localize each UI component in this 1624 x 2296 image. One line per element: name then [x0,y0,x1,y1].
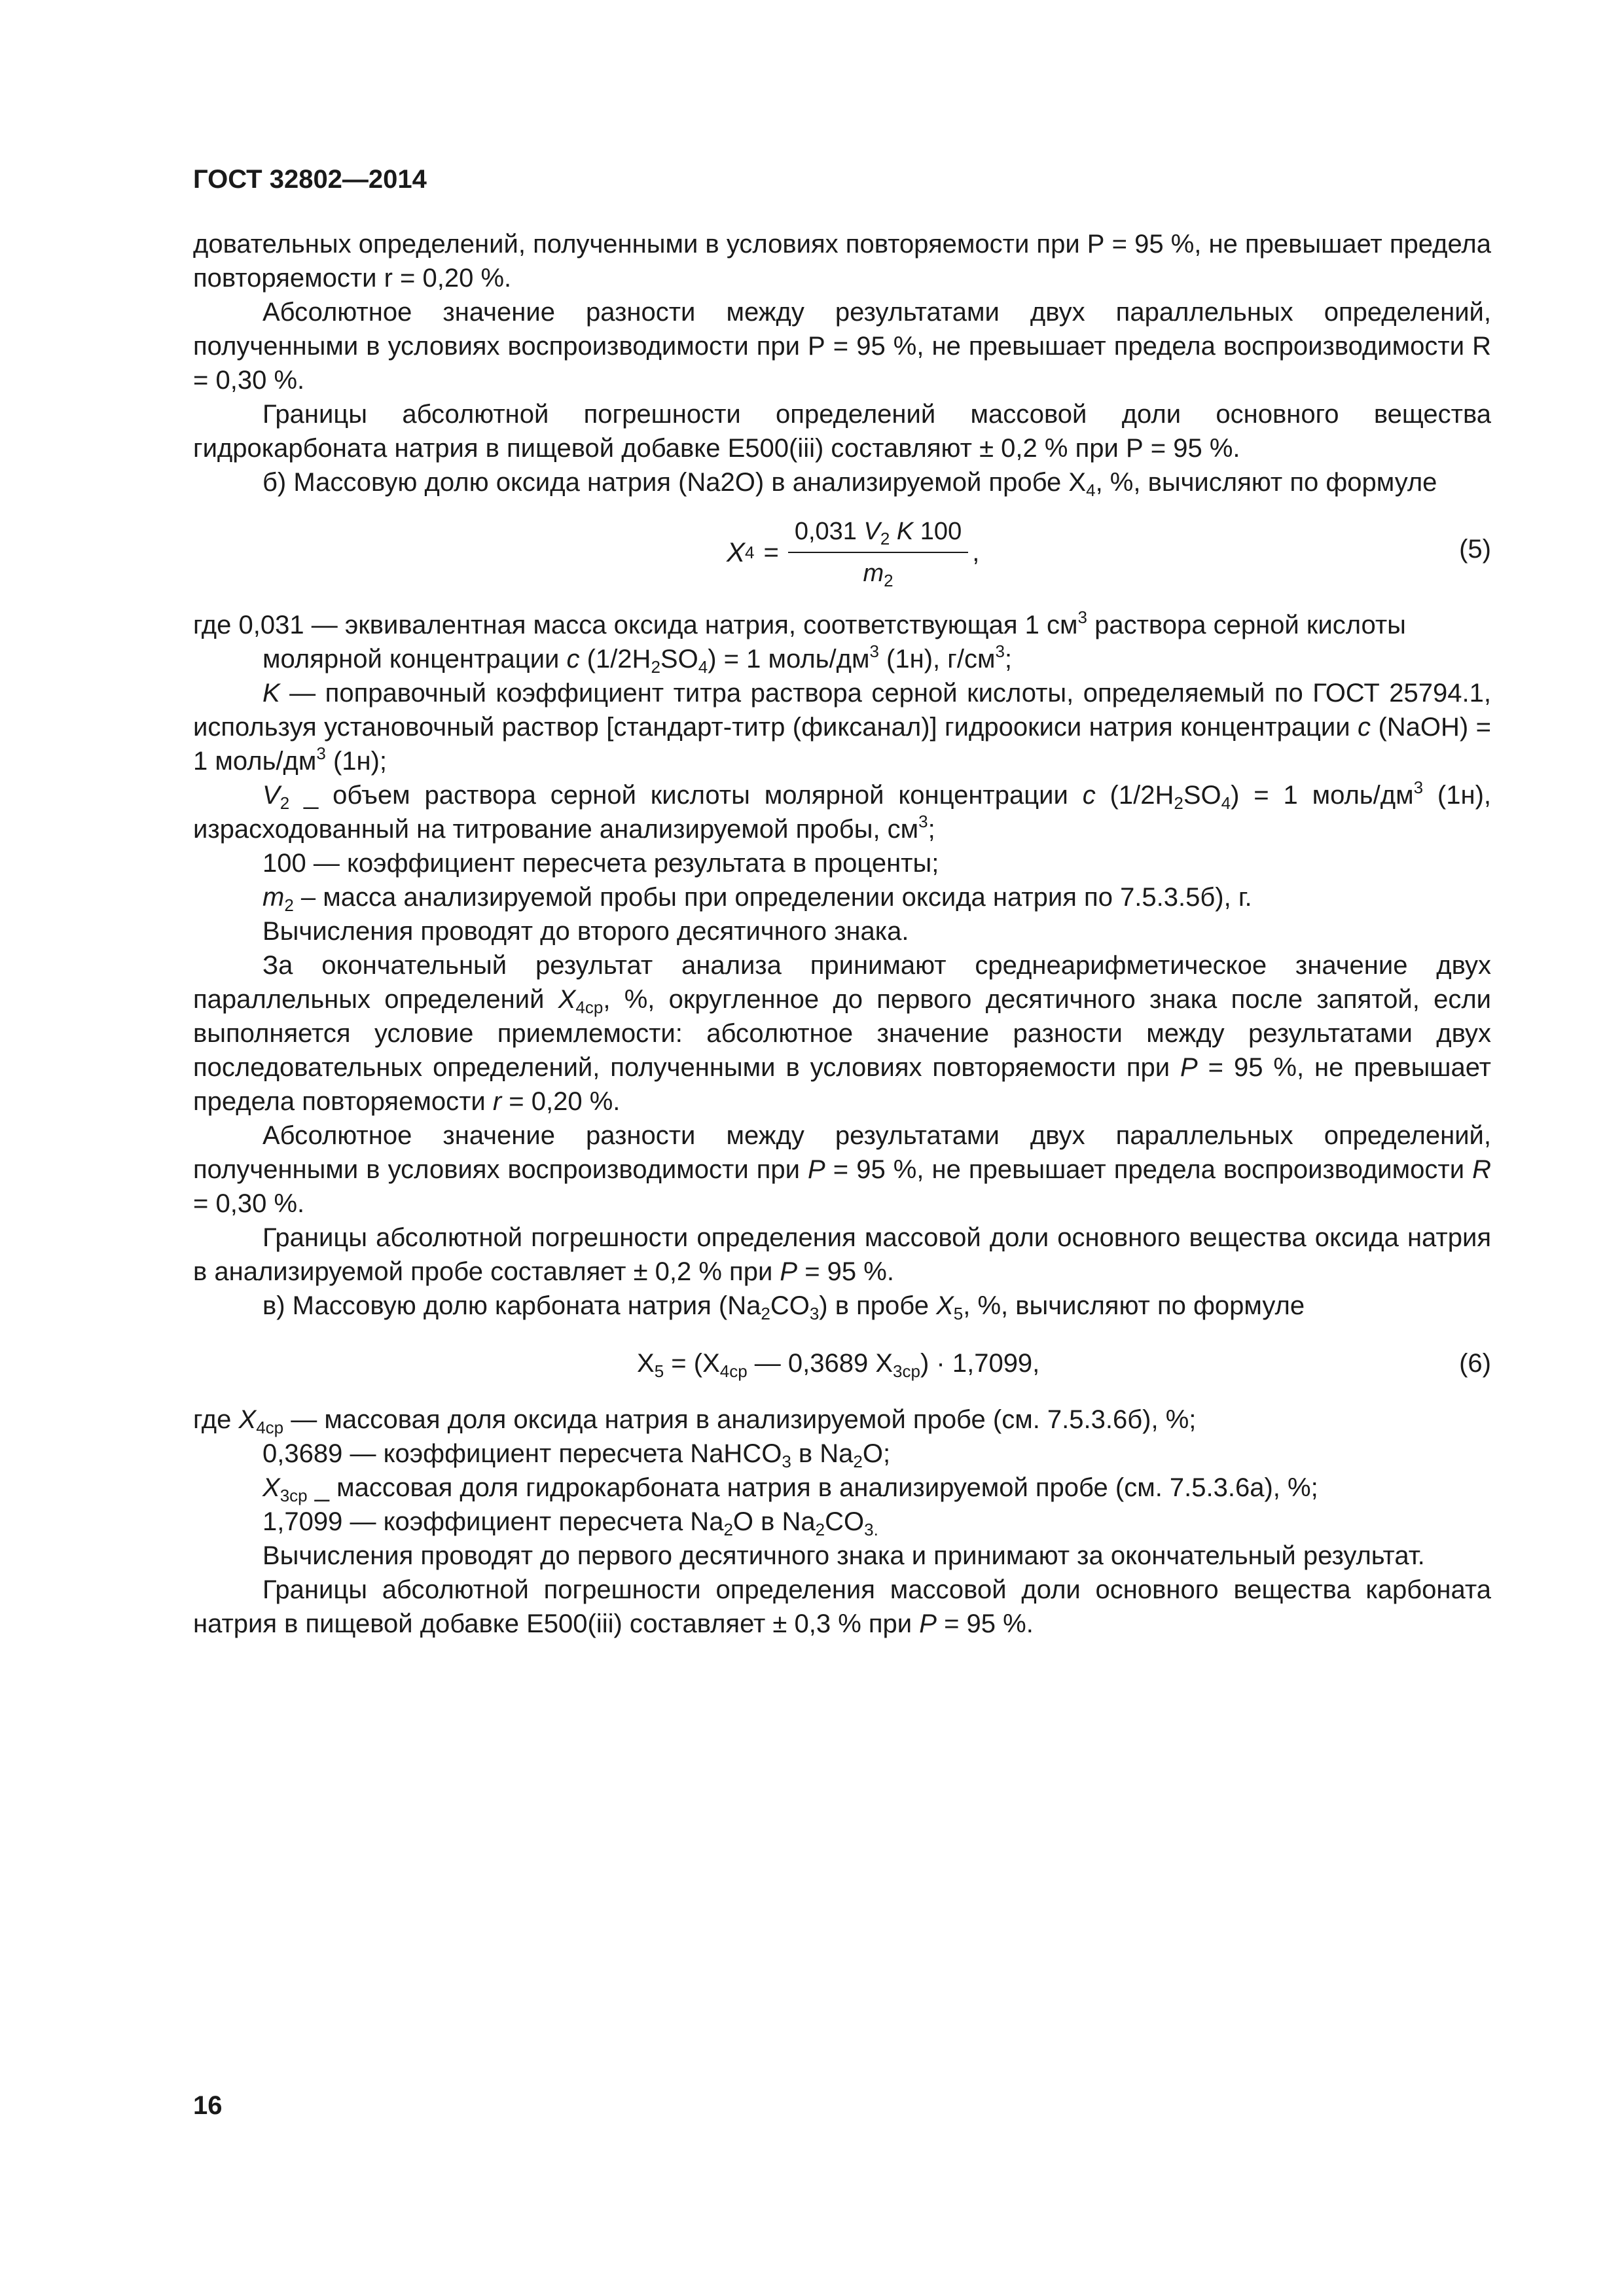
where-clause: 100 — коэффициент пересчета результата в проценты; [262,849,939,878]
paragraph: Абсолютное значение разности между результатами двух параллельных определений, полученными в условиях воспроизводимости при Р = 95 %, не превышает предела воспроизводимости R = 0,30 %. [193,298,1491,395]
paragraph: Границы абсолютной погрешности определения массовой доли основного вещества карбоната натрия в пищевой добавке Е500(iii) составляет ± 0,3 % при Р = 95 %. [193,1575,1491,1638]
where-clause: $V_2$ _ объем раствора серной кислоты молярной концентрации с $(1/2H_2SO_4) = 1$ моль/$дм^3$ (1н), израсходованный на титрование анализируемой пробы, $см^3$; [193,778,1492,844]
standard-header: ГОСТ 32802—2014 [193,165,427,194]
where-clause: молярной концентрации c $(1/2H_2SO_4) = 1$ моль/$дм^3$ (1н), $г/см^3$; [262,641,1013,677]
equation-number: (6) [1459,1349,1491,1378]
paragraph: Абсолютное значение разности между результатами двух параллельных определений, полученными в условиях воспроизводимости при Р = 95 %, не превышает предела воспроизводимости R = 0,30 %. [193,1121,1492,1218]
paragraph: Вычисления проводят до первого десятичного знака и принимают за окончательный результат. [262,1541,1425,1570]
where-clause: где 0,031 — эквивалентная масса оксида натрия, соответствующая 1 $см^3$ раствора серной кислоты [193,607,1406,639]
document-body [193,227,1491,1641]
paragraph: Границы абсолютной погрешности определения массовой доли основного вещества оксида натрия в анализируемой пробе составляет ± 0,2 % при Р = 95 %. [193,1223,1491,1286]
where-clause: $m_2$ – масса анализируемой пробы при определении оксида натрия по 7.5.3.5б), г. [262,883,1252,915]
where-clause: $X_{3ср}$ _ массовая доля гидрокарбоната натрия в анализируемой пробе (см. 7.5.3.6а), %; [262,1473,1318,1505]
formula-6: $X_5 = (X_{4ср}$ — 0,3689 $X_{3ср}) \cdot 1,7099$, (6) [193,1331,1491,1403]
paragraph: в) Массовую долю карбоната натрия $(Na_2CO_3)$ в пробе $X_5$, %, вычисляют по формуле [262,1291,1305,1323]
equation-number: (5) [1459,535,1491,564]
where-clause: где $X_{4ср}$ — массовая доля оксида натрия в анализируемой пробе (см. 7.5.3.6б), %; [193,1405,1197,1437]
fraction: $\frac{0,031 V_2 K 100}{m_2}$ [788,515,968,590]
formula-5: X 4 = $\frac{0,031 V_2 K 100}{m_2}$ , (5) [193,509,1491,604]
paragraph: Границы абсолютной погрешности определений массовой доли основного вещества гидрокарбоната натрия в пищевой добавке Е500(iii) составляют ± 0,2 % при Р = 95 %. [193,400,1491,463]
where-clause: K — поправочный коэффициент титра раствора серной кислоты, определяемый по ГОСТ 25794.1, используя установочный раствор [стандарт-титр (фиксанал)] гидроокиси натрия концентрации с (NaOH) = 1 моль/$дм^3$ (1н); [193,679,1491,776]
where-clause: 0,3689 — коэффициент пересчета NaHCO$_3$ в $Na_2O$; [262,1439,891,1471]
page-number: 16 [193,2091,223,2120]
where-clause: 1,7099 — коэффициент пересчета $Na_2O$ в $Na_2CO_{3.}$ [262,1507,878,1539]
paragraph: б) Массовую долю оксида натрия (Na2O) в анализируемой пробе $Х_4$, %, вычисляют по формуле [262,468,1437,500]
paragraph: Вычисления проводят до второго десятичного знака. [262,917,909,946]
paragraph: За окончательный результат анализа принимают среднеарифметическое значение двух параллельных определений $Х_{4ср}$, %, округленное до первого десятичного знака после запятой, если выполняется условие приемлемости: абсолютное значение разности между результатами двух последовательных определений, полученными в условиях повторяемости при Р = 95 %, не превышает предела повторяемости r = 0,20 %. [193,951,1492,1116]
paragraph: довательных определений, полученными в условиях повторяемости при Р = 95 %, не превышает предела повторяемости r = 0,20 %. [193,230,1491,293]
